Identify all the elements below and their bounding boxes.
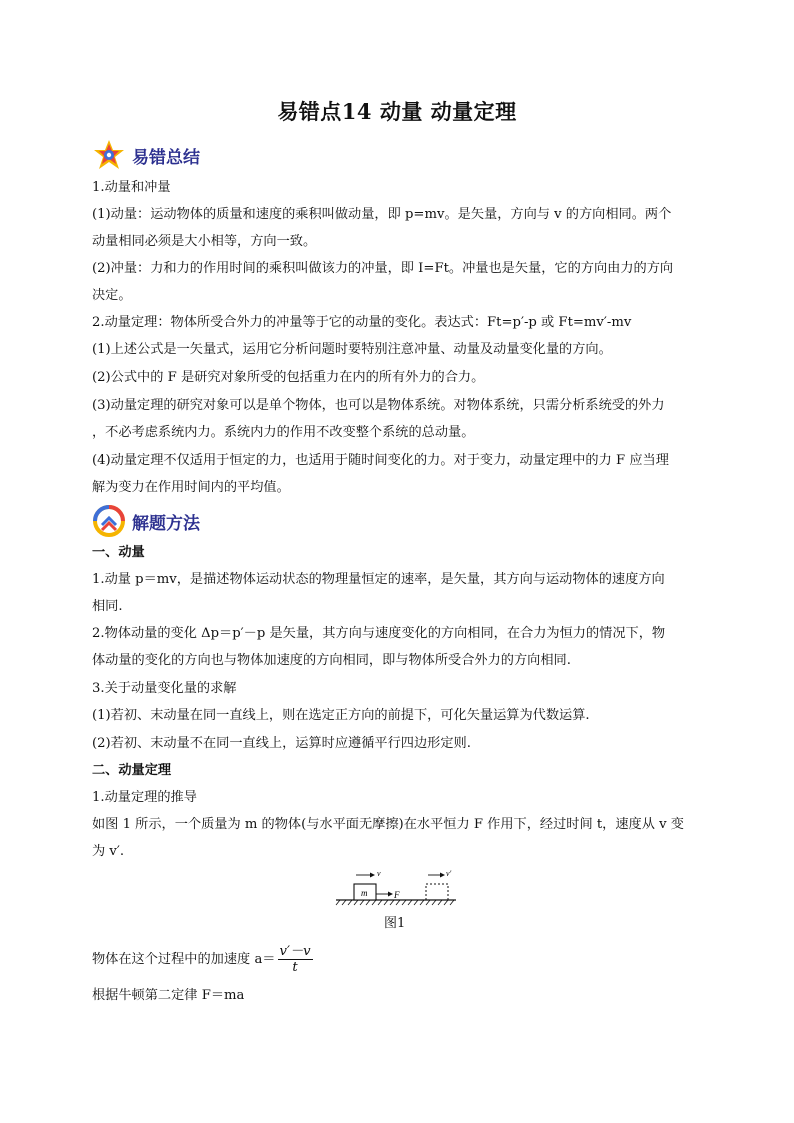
figure-caption: 图1 — [384, 916, 406, 931]
mass-label: m — [361, 888, 368, 898]
section-header-summary — [92, 138, 200, 172]
fraction-denominator: t — [292, 960, 298, 975]
text-line: 动量相同必须是大小相等，方向一致。 — [92, 234, 317, 249]
text-line: 为 v′. — [92, 844, 125, 859]
text-line: 2.动量定理：物体所受合外力的冲量等于它的动量的变化。表达式：Ft=p′-p 或 Ft=mv′-mv — [92, 315, 632, 330]
text-line: (1)若初、末动量在同一直线上，则在选定正方向的前提下，可化矢量运算为代数运算. — [92, 708, 590, 723]
text-line: (2)若初、末动量不在同一直线上，运算时应遵循平行四边形定则. — [92, 736, 471, 751]
text-line: 体动量的变化的方向也与物体加速度的方向相同，即与物体所受合外力的方向相同. — [92, 653, 571, 668]
fraction — [278, 944, 313, 975]
text-line: 解为变力在作用时间内的平均值。 — [92, 480, 290, 495]
text-line: 决定。 — [92, 288, 132, 303]
text-line-acceleration — [92, 944, 704, 975]
text-line: (4)动量定理不仅适用于恒定的力，也适用于随时间变化的力。对于变力，动量定理中的力 F 应当理 — [92, 453, 669, 468]
final-velocity-label: v′ — [446, 869, 452, 878]
text-line: 物体在这个过程中的加速度 a＝ — [92, 952, 276, 967]
text-line: 根据牛顿第二定律 F＝ma — [92, 988, 245, 1003]
text-line: (1)上述公式是一矢量式，运用它分析问题时要特别注意冲量、动量及动量变化量的方向。 — [92, 342, 612, 357]
subheading: 一、动量 — [92, 545, 145, 560]
text-line: 2.物体动量的变化 Δp＝p′－p 是矢量，其方向与速度变化的方向相同，在合力为恒力的情况下，物 — [92, 626, 666, 641]
subheading: 二、动量定理 — [92, 763, 172, 778]
text-line: 1.动量 p＝mv，是描述物体运动状态的物理量恒定的速率，是矢量，其方向与运动物体的速度方向 — [92, 572, 665, 587]
method-icon — [92, 504, 126, 538]
text-line: 如图 1 所示，一个质量为 m 的物体(与水平面无摩擦)在水平恒力 F 作用下，经过时间 t，速度从 v 变 — [92, 817, 684, 832]
figure-block-diagram — [330, 866, 460, 910]
text-line: 3.关于动量变化量的求解 — [92, 681, 237, 696]
text-line: (2)冲量：力和力的作用时间的乘积叫做该力的冲量，即 I=Ft。冲量也是矢量，它的方向由力的方向 — [92, 261, 674, 276]
section-label: 易错总结 — [132, 147, 200, 168]
velocity-label: v — [377, 869, 381, 878]
star-icon — [92, 138, 126, 172]
fraction-numerator: v′－v — [279, 944, 311, 959]
text-line: (3)动量定理的研究对象可以是单个物体，也可以是物体系统。对物体系统，只需分析系统受的外力 — [92, 398, 665, 413]
page-title: 易错点14 动量 动量定理 — [277, 99, 517, 124]
text-line: 1.动量定理的推导 — [92, 790, 197, 805]
text-line: ，不必考虑系统内力。系统内力的作用不改变整个系统的总动量。 — [92, 425, 475, 440]
text-line: 1.动量和冲量 — [92, 180, 171, 195]
force-label: F — [394, 890, 400, 900]
text-line: (1)动量：运动物体的质量和速度的乘积叫做动量，即 p=mv。是矢量，方向与 v 的方向相同。两个 — [92, 207, 672, 222]
text-line: (2)公式中的 F 是研究对象所受的包括重力在内的所有外力的合力。 — [92, 370, 485, 385]
section-header-method — [92, 504, 200, 538]
text-line: 相同. — [92, 599, 123, 614]
section-label: 解题方法 — [132, 513, 200, 534]
